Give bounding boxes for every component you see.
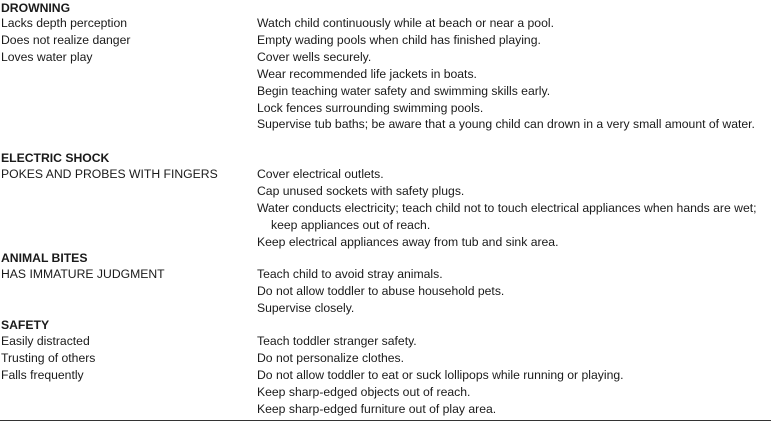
characteristic-item: Easily distracted (1, 334, 90, 348)
characteristic-item: POKES AND PROBES WITH FINGERS (1, 167, 218, 181)
characteristic-item: Does not realize danger (1, 32, 131, 47)
measure-item: Keep sharp-edged objects out of reach. (257, 384, 471, 399)
measure-item: Keep electrical appliances away from tub and sink area. (257, 234, 559, 249)
characteristic-item: HAS IMMATURE JUDGMENT (1, 267, 165, 281)
bottom-rule (0, 420, 771, 421)
measure-item: Do not personalize clothes. (257, 350, 405, 365)
measure-item: Keep sharp-edged furniture out of play area. (257, 401, 497, 416)
measure-item: Watch child continuously while at beach or near a pool. (257, 16, 554, 30)
characteristics-column (1, 15, 251, 66)
measures-column (257, 266, 771, 317)
measure-item: Water conducts electricity; teach child not to touch electrical appliances when hands are wet; keep appliances out of reach. (257, 200, 757, 232)
measure-item: Teach child to avoid stray animals. (257, 267, 443, 281)
measures-column (257, 333, 771, 418)
measures-column (257, 166, 771, 251)
characteristic-item: Loves water play (1, 49, 93, 64)
section-heading: SAFETY (1, 318, 50, 332)
section-heading: ANIMAL BITES (1, 251, 88, 265)
measure-item: Empty wading pools when child has finished playing. (257, 32, 541, 47)
section-heading: DROWNING (1, 1, 71, 15)
characteristics-column (1, 333, 251, 384)
measure-item: Cover wells securely. (257, 49, 372, 64)
measure-item: Wear recommended life jackets in boats. (257, 66, 477, 81)
characteristics-column (1, 166, 251, 183)
characteristic-item: Lacks depth perception (1, 16, 128, 30)
section-heading: ELECTRIC SHOCK (1, 151, 110, 165)
measure-item: Lock fences surrounding swimming pools. (257, 100, 484, 115)
measure-item: Teach toddler stranger safety. (257, 334, 417, 348)
measure-item: Do not allow toddler to abuse household pets. (257, 283, 505, 298)
measure-item: Do not allow toddler to eat or suck lollipops while running or playing. (257, 367, 624, 382)
characteristics-column (1, 266, 251, 283)
measure-item: Begin teaching water safety and swimming skills early. (257, 83, 551, 98)
measure-item: Cover electrical outlets. (257, 167, 384, 181)
characteristic-item: Trusting of others (1, 350, 96, 365)
measures-column (257, 15, 771, 133)
measure-item: Cap unused sockets with safety plugs. (257, 183, 465, 198)
characteristic-item: Falls frequently (1, 367, 84, 382)
measure-item: Supervise tub baths; be aware that a young child can drown in a very small amount of water. (257, 117, 755, 132)
measure-item: Supervise closely. (257, 300, 355, 315)
